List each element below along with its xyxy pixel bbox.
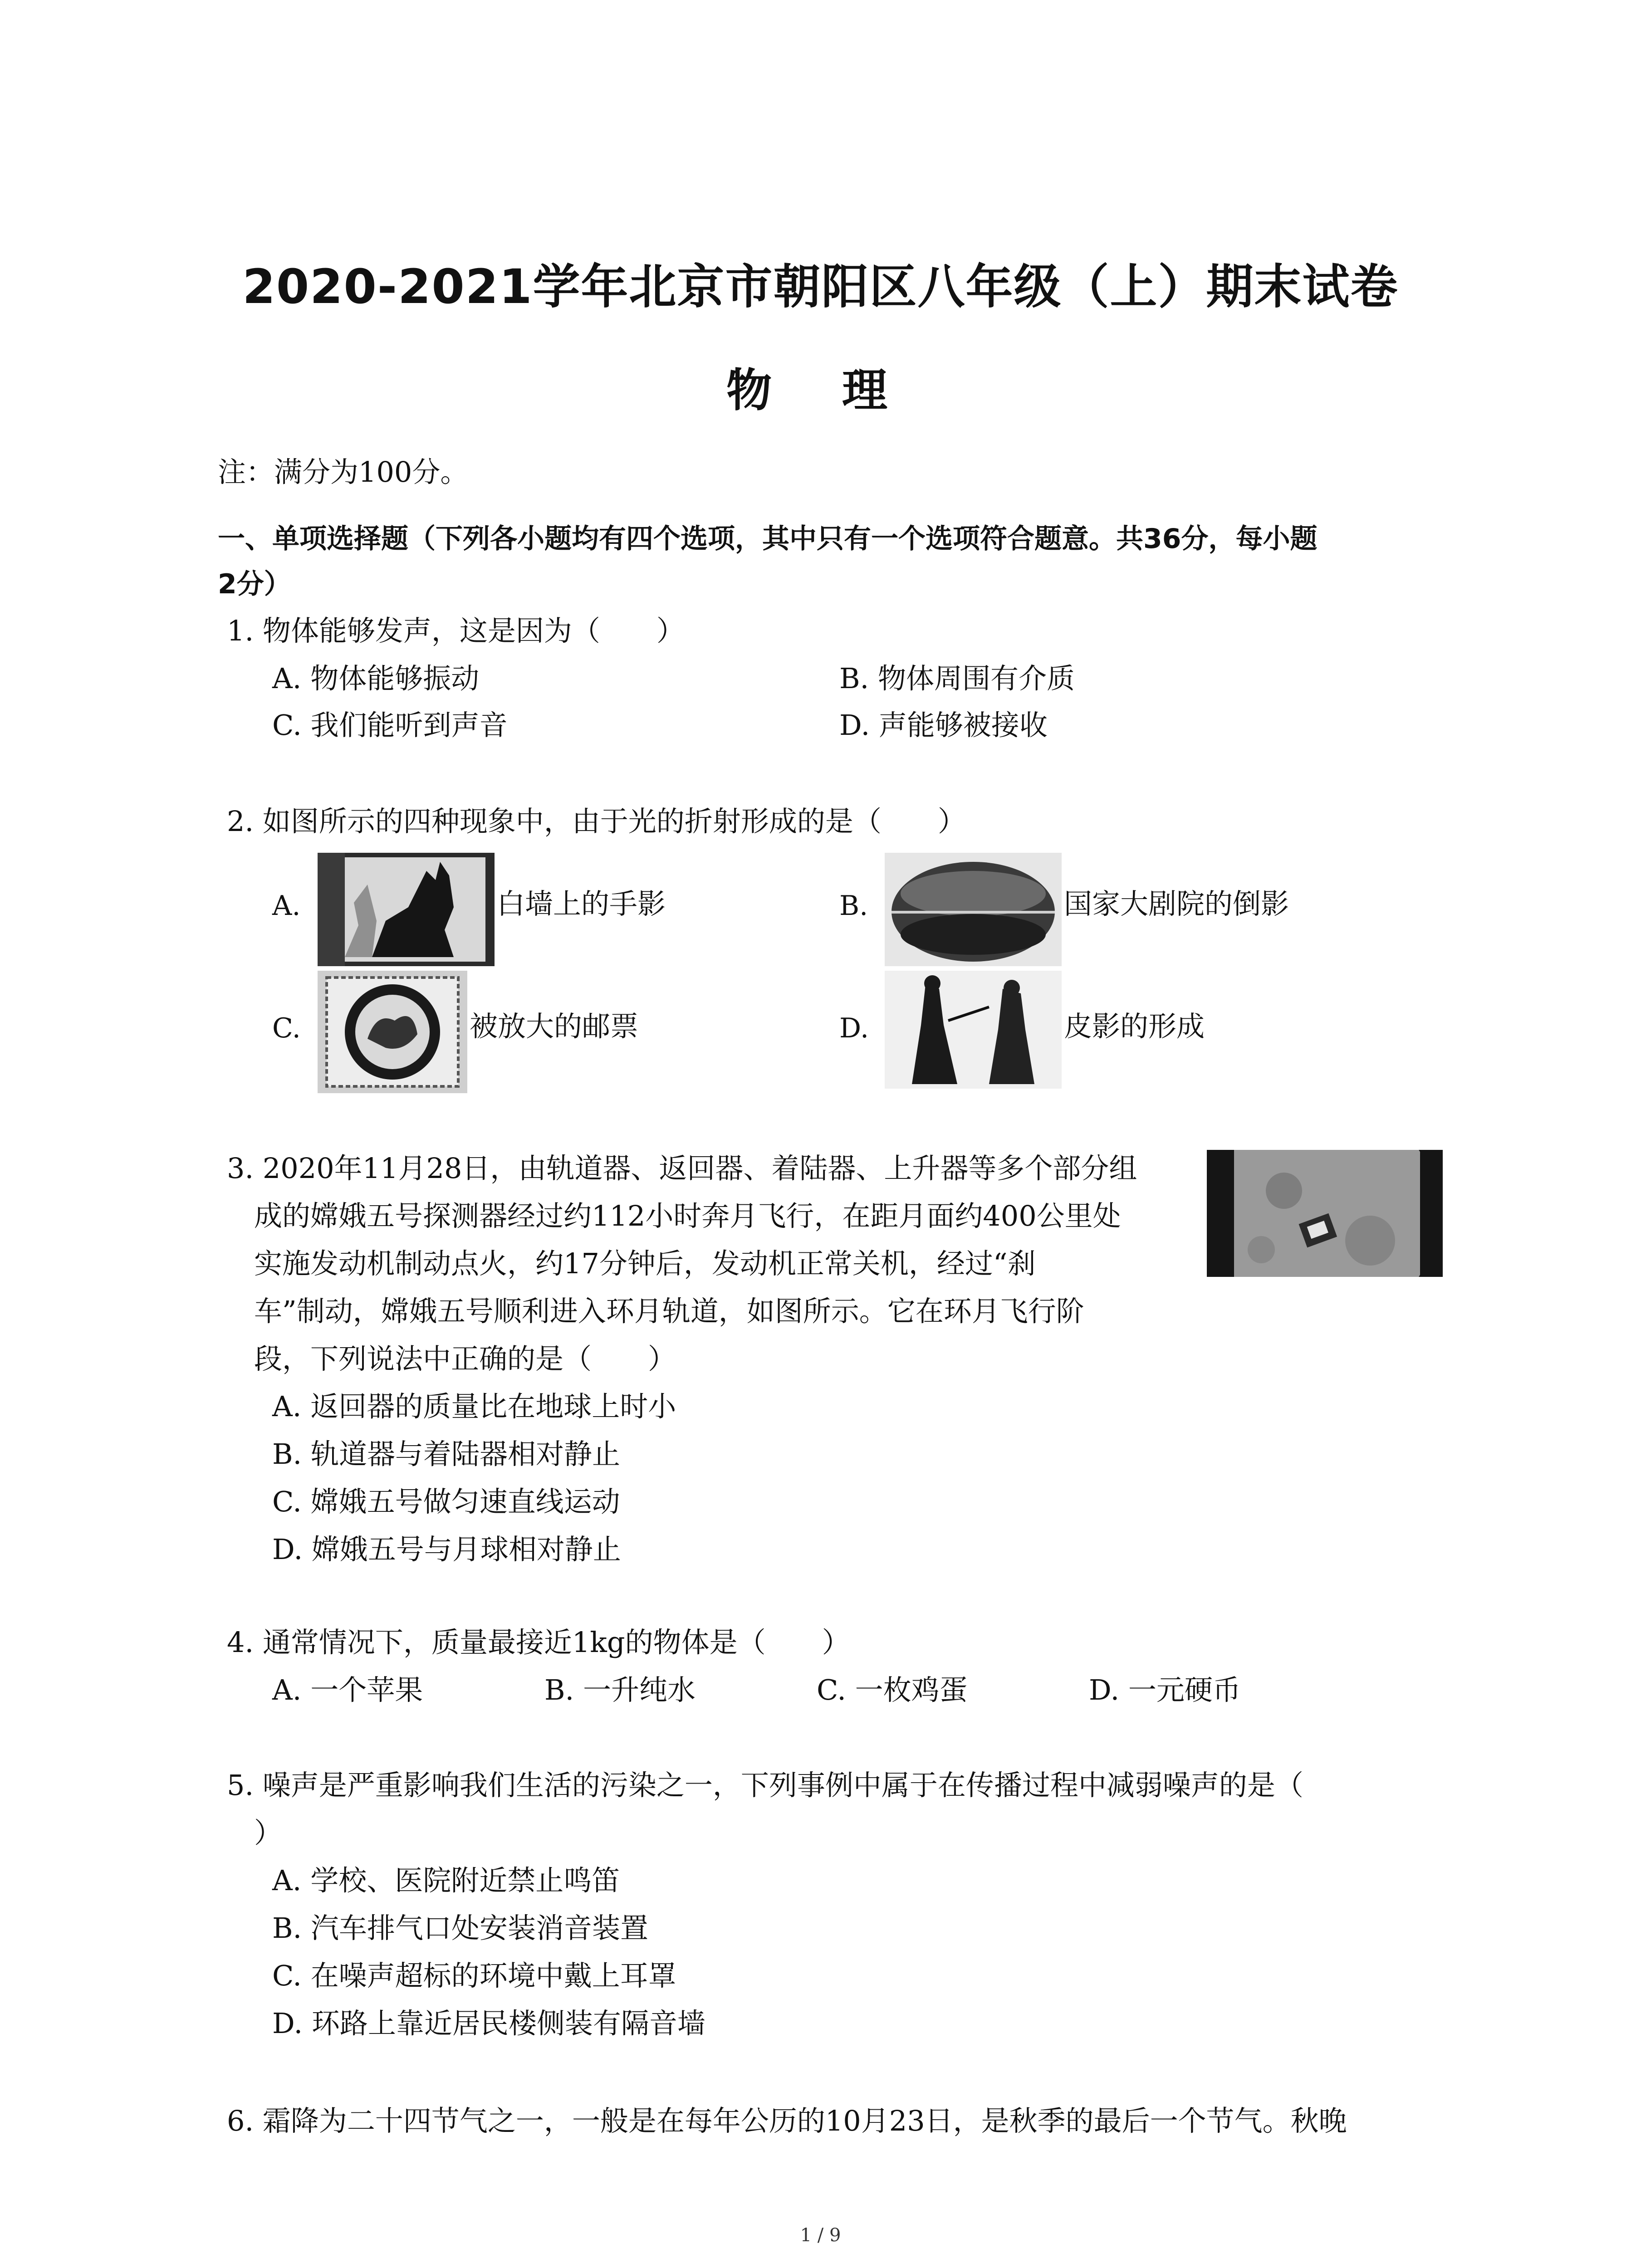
section-heading-line1: 一、单项选择题（下列各小题均有四个选项，其中只有一个选项符合题意。共36分，每小题 bbox=[218, 523, 1318, 555]
theater-reflection-image bbox=[885, 853, 1062, 966]
q2-option-c-letter: C. bbox=[272, 1012, 301, 1044]
q2-option-a-letter: A. bbox=[272, 890, 301, 922]
q1-option-d: D. 声能够被接收 bbox=[839, 709, 1048, 742]
q3-stem-line2: 成的嫦娥五号探测器经过约112小时奔月飞行，在距月面约400公里处 bbox=[254, 1199, 1121, 1232]
q1-stem: 1. 物体能够发声，这是因为（ ） bbox=[227, 614, 685, 647]
q2-option-d-letter: D. bbox=[839, 1012, 869, 1044]
q5-stem-line2: ） bbox=[254, 1816, 283, 1849]
q2-option-a-text: 白墙上的手影 bbox=[497, 887, 666, 920]
section-heading-line2: 2分） bbox=[218, 568, 291, 600]
subject-title: 物 理 bbox=[726, 364, 915, 417]
q3-option-b: B. 轨道器与着陆器相对静止 bbox=[272, 1437, 620, 1471]
q4-option-c: C. 一枚鸡蛋 bbox=[817, 1673, 968, 1706]
q5-option-d: D. 环路上靠近居民楼侧装有隔音墙 bbox=[272, 2007, 705, 2040]
q2-option-d-text: 皮影的形成 bbox=[1064, 1010, 1205, 1043]
q3-option-c: C. 嫦娥五号做匀速直线运动 bbox=[272, 1485, 620, 1518]
q5-option-b: B. 汽车排气口处安装消音装置 bbox=[272, 1911, 648, 1945]
q5-option-a: A. 学校、医院附近禁止鸣笛 bbox=[272, 1864, 620, 1897]
lunar-orbit-image bbox=[1207, 1150, 1443, 1277]
q3-stem-line3: 实施发动机制动点火，约17分钟后，发动机正常关机，经过“刹 bbox=[254, 1247, 1036, 1280]
page-number: 1 / 9 bbox=[800, 2225, 841, 2246]
q2-option-b-text: 国家大剧院的倒影 bbox=[1064, 887, 1289, 920]
shadow-puppet-image bbox=[885, 971, 1062, 1089]
magnified-stamp-image bbox=[318, 971, 467, 1093]
q2-option-c-text: 被放大的邮票 bbox=[470, 1010, 639, 1043]
q4-option-a: A. 一个苹果 bbox=[272, 1673, 423, 1706]
q5-option-c: C. 在噪声超标的环境中戴上耳罩 bbox=[272, 1959, 676, 1992]
q3-stem-line1: 3. 2020年11月28日，由轨道器、返回器、着陆器、上升器等多个部分组 bbox=[227, 1152, 1137, 1185]
page-title: 2020-2021学年北京市朝阳区八年级（上）期末试卷 bbox=[242, 259, 1399, 314]
q1-option-b: B. 物体周围有介质 bbox=[839, 662, 1075, 695]
q3-option-a: A. 返回器的质量比在地球上时小 bbox=[272, 1390, 676, 1423]
q2-stem: 2. 如图所示的四种现象中，由于光的折射形成的是（ ） bbox=[227, 805, 966, 838]
q3-stem-line5: 段，下列说法中正确的是（ ） bbox=[254, 1342, 676, 1375]
q2-option-b-letter: B. bbox=[839, 890, 868, 922]
q6-stem-line1: 6. 霜降为二十四节气之一，一般是在每年公历的10月23日，是秋季的最后一个节气。秋晚 bbox=[227, 2104, 1347, 2137]
q4-option-d: D. 一元硬币 bbox=[1089, 1673, 1241, 1706]
q3-stem-line4: 车”制动，嫦娥五号顺利进入环月轨道，如图所示。它在环月飞行阶 bbox=[254, 1295, 1084, 1328]
q1-option-c: C. 我们能听到声音 bbox=[272, 709, 508, 742]
q4-stem: 4. 通常情况下，质量最接近1kg的物体是（ ） bbox=[227, 1626, 850, 1659]
q3-option-d: D. 嫦娥五号与月球相对静止 bbox=[272, 1533, 621, 1566]
q5-stem-line1: 5. 噪声是严重影响我们生活的污染之一，下列事例中属于在传播过程中减弱噪声的是（ bbox=[227, 1769, 1303, 1802]
q4-option-b: B. 一升纯水 bbox=[544, 1673, 696, 1706]
q1-option-a: A. 物体能够振动 bbox=[272, 662, 480, 695]
hand-shadow-image bbox=[318, 853, 495, 966]
score-note: 注：满分为100分。 bbox=[218, 455, 469, 489]
